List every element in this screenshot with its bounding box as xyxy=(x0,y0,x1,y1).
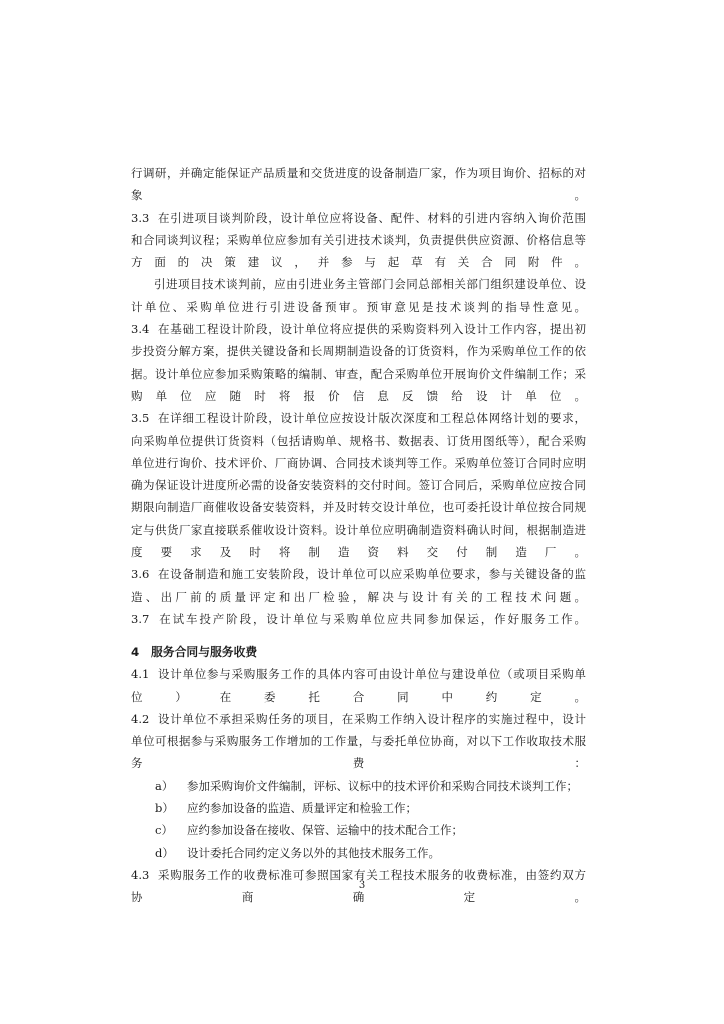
text-line: 3.3 在引进项目谈判阶段，设计单位应将设备、配件、材料的引进内容纳入询价范围 xyxy=(131,210,586,225)
clause-3-5 xyxy=(131,407,586,563)
paragraph-continuation xyxy=(131,162,586,207)
text-line: 3.6 在设备制造和施工安装阶段，设计单位可以应采购单位要求，参与关键设备的监 xyxy=(131,567,586,582)
text-line: 期限向制造厂商催收设备安装资料，并及时转交设计单位，也可委托设计单位按合同规 xyxy=(131,500,586,515)
clause-3-6 xyxy=(131,563,586,608)
text-line: 行调研，并确定能保证产品质量和交货进度的设备制造厂家，作为项目询价、招标的对 xyxy=(131,166,586,180)
text-line: 据。设计单位应参加采购策略的编制、审查，配合采购单位开展询价文件编制工作；采 xyxy=(131,366,586,381)
text-line: 单位可根据参与采购服务工作增加的工作量，与委托单位协商，对以下工作收取技术服 xyxy=(131,734,586,749)
clause-number: 3.6 xyxy=(131,567,150,582)
text-line: 定与供货厂家直接联系催收设计资料。设计单位应明确制造资料确认时间，根据制造进 xyxy=(131,522,586,537)
document-body xyxy=(131,162,586,909)
page-number: 3 xyxy=(358,880,366,891)
list-marker: a） xyxy=(155,778,174,793)
list-item xyxy=(131,775,586,797)
clause-number: 4.2 xyxy=(131,711,150,726)
text-line: 4.1 设计单位参与采购服务工作的具体内容可由设计单位与建设单位（或项目采购单 xyxy=(131,667,586,682)
clause-4-2 xyxy=(131,708,586,775)
list-item-text: 应约参加设备的监造、质量评定和检验工作； xyxy=(187,801,417,816)
text-line: 象。 xyxy=(131,188,586,203)
text-line: 确为保证设计进度所必需的设备安装资料的交付时间。签订合同后，采购单位应按合同 xyxy=(131,478,586,493)
list-marker: c） xyxy=(155,823,173,838)
list-marker: d） xyxy=(155,845,174,860)
text-line: 和合同谈判议程；采购单位应参加有关引进技术谈判，负责提供供应资源、价格信息等 xyxy=(131,232,586,247)
text-line: 位）在委托合同中约定。 xyxy=(131,689,586,704)
clause-4-1 xyxy=(131,663,586,708)
text-line: 务费： xyxy=(131,756,586,771)
section-heading: 4 服务合同与服务收费 xyxy=(131,645,258,660)
text-line: 4.2 设计单位不承担采购任务的项目，在采购工作纳入设计程序的实施过程中，设计 xyxy=(131,711,586,726)
service-item-list xyxy=(131,775,586,864)
text-line: 造、出厂前的质量评定和出厂检验，解决与设计有关的工程技术问题。 xyxy=(131,589,586,604)
text-line: 单位进行询价、技术评价、厂商协调、合同技术谈判等工作。采购单位签订合同时应明 xyxy=(131,455,586,470)
list-item xyxy=(131,842,586,864)
text-line: 计单位、采购单位进行引进设备预审。预审意见是技术谈判的指导性意见。 xyxy=(131,299,586,314)
clause-3-3 xyxy=(131,207,586,274)
list-item-text: 应约参加设备在接收、保管、运输中的技术配合工作； xyxy=(187,823,463,838)
clause-number: 3.3 xyxy=(131,210,150,225)
list-item-text: 设计委托合同约定义务以外的其他技术服务工作。 xyxy=(187,845,440,860)
list-item xyxy=(131,819,586,841)
clause-number: 4.1 xyxy=(131,667,150,682)
text-line: 向采购单位提供订货资料（包括请购单、规格书、数据表、订货用图纸等），配合采购 xyxy=(131,433,586,448)
text-line: 引进项目技术谈判前，应由引进业务主管部门会同总部相关部门组织建设单位、设 xyxy=(154,277,586,292)
text-line: 步投资分解方案，提供关键设备和长周期制造设备的订货资料，作为采购单位工作的依 xyxy=(131,344,586,359)
clause-3-4 xyxy=(131,318,586,407)
text-line: 方面的决策建议，并参与起草有关合同附件。 xyxy=(131,255,586,270)
text-line: 度要求及时将制造资料交付制造厂。 xyxy=(131,545,586,560)
paragraph-indented xyxy=(131,273,586,318)
list-marker: b） xyxy=(155,801,174,816)
list-item xyxy=(131,797,586,819)
text-line: 3.4 在基础工程设计阶段，设计单位将应提供的采购资料列入设计工作内容，提出初 xyxy=(131,322,586,337)
list-item-text: 参加采购询价文件编制，评标、议标中的技术评价和采购合同技术谈判工作； xyxy=(187,778,578,793)
clause-number: 4.3 xyxy=(131,867,150,882)
clause-number: 3.5 xyxy=(131,411,150,426)
text-line: 购单位应随时将报价信息反馈给设计单位。 xyxy=(131,388,586,403)
clause-3-7 xyxy=(131,608,586,630)
text-line: 协商确定。 xyxy=(131,890,586,905)
clause-number: 3.7 xyxy=(131,611,150,626)
text-line: 3.5 在详细工程设计阶段，设计单位应按设计版次深度和工程总体网络计划的要求， xyxy=(131,411,586,426)
text-line: 4.3 采购服务工作的收费标准可参照国家有关工程技术服务的收费标准，由签约双方 xyxy=(131,867,586,882)
text-line: 3.7 在试车投产阶段，设计单位与采购单位应共同参加保运，作好服务工作。 xyxy=(131,611,586,626)
clause-number: 3.4 xyxy=(131,322,150,337)
